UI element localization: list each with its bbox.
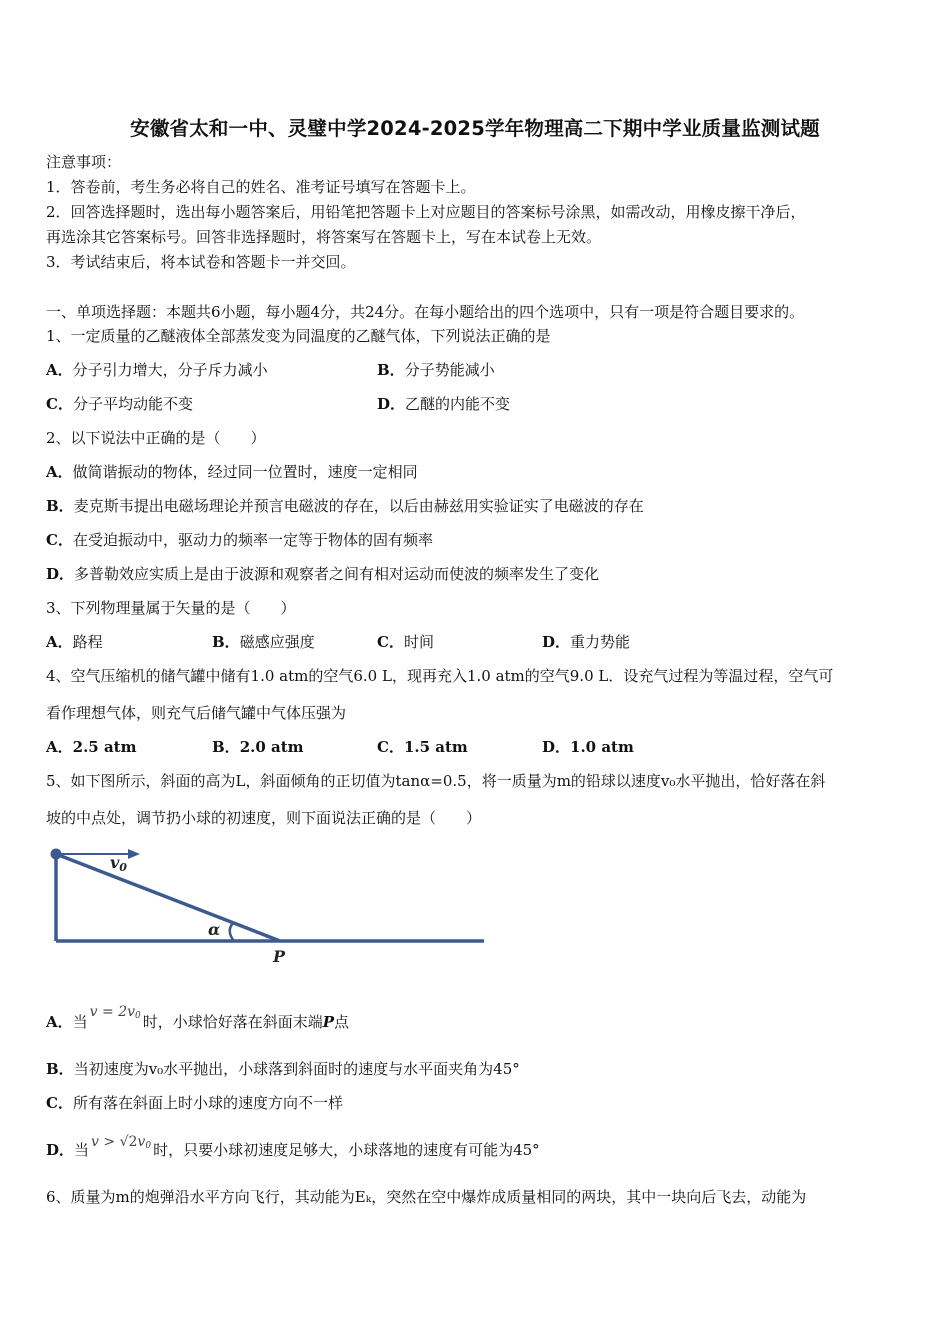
option-label: A． — [46, 361, 73, 379]
q1-stem: 1、一定质量的乙醚液体全部蒸发变为同温度的乙醚气体，下列说法正确的是 — [46, 327, 551, 345]
option-text: 重力势能 — [570, 633, 631, 651]
option-text: 做简谐振动的物体，经过同一位置时，速度一定相同 — [72, 463, 418, 481]
option-text: 当初速度为v₀水平抛出，小球落到斜面时的速度与水平面夹角为45° — [73, 1060, 520, 1078]
q3-option-b — [212, 632, 315, 652]
q3-option-a — [46, 632, 103, 652]
q2-stem: 2、以下说法中正确的是（ ） — [46, 429, 266, 447]
option-text: 乙醚的内能不变 — [405, 395, 511, 413]
q2-option-d — [46, 564, 599, 584]
option-text: 路程 — [72, 633, 103, 651]
q5-option-d — [46, 1134, 540, 1165]
q2-option-b — [46, 496, 644, 516]
option-text: 在受迫振动中，驱动力的频率一定等于物体的固有频率 — [72, 531, 433, 549]
option-label: D． — [46, 565, 75, 583]
option-label: D． — [46, 1141, 75, 1159]
angle-arc — [230, 923, 234, 941]
option-text: 当 — [74, 1141, 90, 1159]
option-text: 分子引力增大，分子斥力减小 — [72, 361, 268, 379]
option-text: 分子平均动能不变 — [72, 395, 193, 413]
q6-stem: 6、质量为m的炮弹沿水平方向飞行，其动能为Eₖ，突然在空中爆炸成质量相同的两块，其中一块向后飞去，动能为 — [46, 1188, 807, 1206]
q4-option-c — [377, 737, 468, 757]
notice-item-2b: 再选涂其它答案标号。回答非选择题时，将答案写在答题卡上，写在本试卷上无效。 — [46, 228, 602, 246]
option-label: C． — [46, 395, 73, 413]
option-label: A． — [46, 633, 73, 651]
option-label: D． — [377, 395, 406, 413]
q3-option-d — [542, 632, 630, 652]
angle-label: α — [208, 920, 221, 939]
option-label: B． — [46, 1060, 74, 1078]
option-text: 时间 — [403, 633, 434, 651]
point-label: P — [273, 947, 286, 966]
q2-option-c — [46, 530, 433, 550]
option-label: C． — [377, 633, 404, 651]
option-text: 多普勒效应实质上是由于波源和观察者之间有相对运动而使波的频率发生了变化 — [74, 565, 600, 583]
option-text: 1.0 atm — [570, 738, 634, 756]
formula-v-2v0: $v = 2v_0$ — [89, 1004, 141, 1021]
option-label: D． — [542, 738, 571, 756]
notice-item-3: 3．考试结束后，将本试卷和答题卡一并交回。 — [46, 253, 356, 271]
option-label: A． — [46, 1013, 73, 1031]
q4-stem-a: 4、空气压缩机的储气罐中储有1.0 atm的空气6.0 L，现再充入1.0 atm的空气9.0 L．设充气过程为等温过程，空气可 — [46, 667, 834, 685]
option-label: B． — [46, 497, 74, 515]
q5-option-a — [46, 1004, 350, 1037]
option-text: 麦克斯韦提出电磁场理论并预言电磁波的存在，以后由赫兹用实验证实了电磁波的存在 — [73, 497, 644, 515]
option-text: 分子势能减小 — [404, 361, 495, 379]
option-label: A． — [46, 738, 73, 756]
option-label: B． — [377, 361, 405, 379]
point-p: P — [322, 1013, 335, 1031]
q1-option-d — [377, 394, 510, 414]
notice-item-2a: 2．回答选择题时，选出每小题答案后，用铅笔把答题卡上对应题目的答案标号涂黑，如需改动，用橡皮擦干净后， — [46, 203, 806, 221]
option-label: A． — [46, 463, 73, 481]
formula-v-gt-root2-v0: $v > √2v_0$ — [91, 1134, 152, 1151]
option-text: 时，小球恰好落在斜面末端 — [142, 1013, 323, 1031]
q4-option-d — [542, 737, 634, 757]
q5-option-c — [46, 1093, 343, 1113]
option-label: B． — [212, 738, 240, 756]
option-text: 磁感应强度 — [239, 633, 315, 651]
q4-option-b — [212, 737, 304, 757]
incline-slope — [56, 854, 280, 941]
option-text: 2.5 atm — [72, 738, 137, 756]
q4-option-a — [46, 737, 136, 757]
section-heading: 一、单项选择题：本题共6小题，每小题4分，共24分。在每小题给出的四个选项中，只有一项是符合题目要求的。 — [46, 303, 805, 321]
option-text: 所有落在斜面上时小球的速度方向不一样 — [72, 1094, 343, 1112]
option-label: B． — [212, 633, 240, 651]
page-title: 安徽省太和一中、灵璧中学2024-2025学年物理高二下期中学业质量监测试题 — [130, 117, 820, 140]
option-text: 点 — [334, 1013, 350, 1031]
option-text: 2.0 atm — [239, 738, 304, 756]
incline-figure — [40, 840, 500, 970]
option-label: C． — [377, 738, 404, 756]
option-text: 时，只要小球初速度足够大，小球落地的速度有可能为45° — [153, 1141, 540, 1159]
option-label: D． — [542, 633, 571, 651]
q3-option-c — [377, 632, 434, 652]
option-label: C． — [46, 531, 73, 549]
q1-option-c — [46, 394, 193, 414]
option-label: C． — [46, 1094, 73, 1112]
q5-stem-a: 5、如下图所示，斜面的高为L，斜面倾角的正切值为tanα=0.5，将一质量为m的铅球以速度v₀水平抛出，恰好落在斜 — [46, 772, 826, 790]
q3-stem: 3、下列物理量属于矢量的是（ ） — [46, 599, 296, 617]
q4-stem-b: 看作理想气体，则充气后储气罐中气体压强为 — [46, 704, 347, 722]
q5-option-b — [46, 1059, 520, 1079]
q1-option-a — [46, 360, 268, 380]
option-text: 1.5 atm — [403, 738, 468, 756]
q5-stem-b: 坡的中点处，调节扔小球的初速度，则下面说法正确的是（ ） — [46, 809, 482, 827]
notice-item-1: 1．答卷前，考生务必将自己的姓名、准考证号填写在答题卡上。 — [46, 178, 476, 196]
notice-heading: 注意事项： — [46, 153, 122, 171]
velocity-label: v0 — [110, 853, 127, 874]
q2-option-a — [46, 462, 418, 482]
q1-option-b — [377, 360, 495, 380]
option-text: 当 — [72, 1013, 88, 1031]
velocity-arrowhead — [128, 849, 140, 859]
